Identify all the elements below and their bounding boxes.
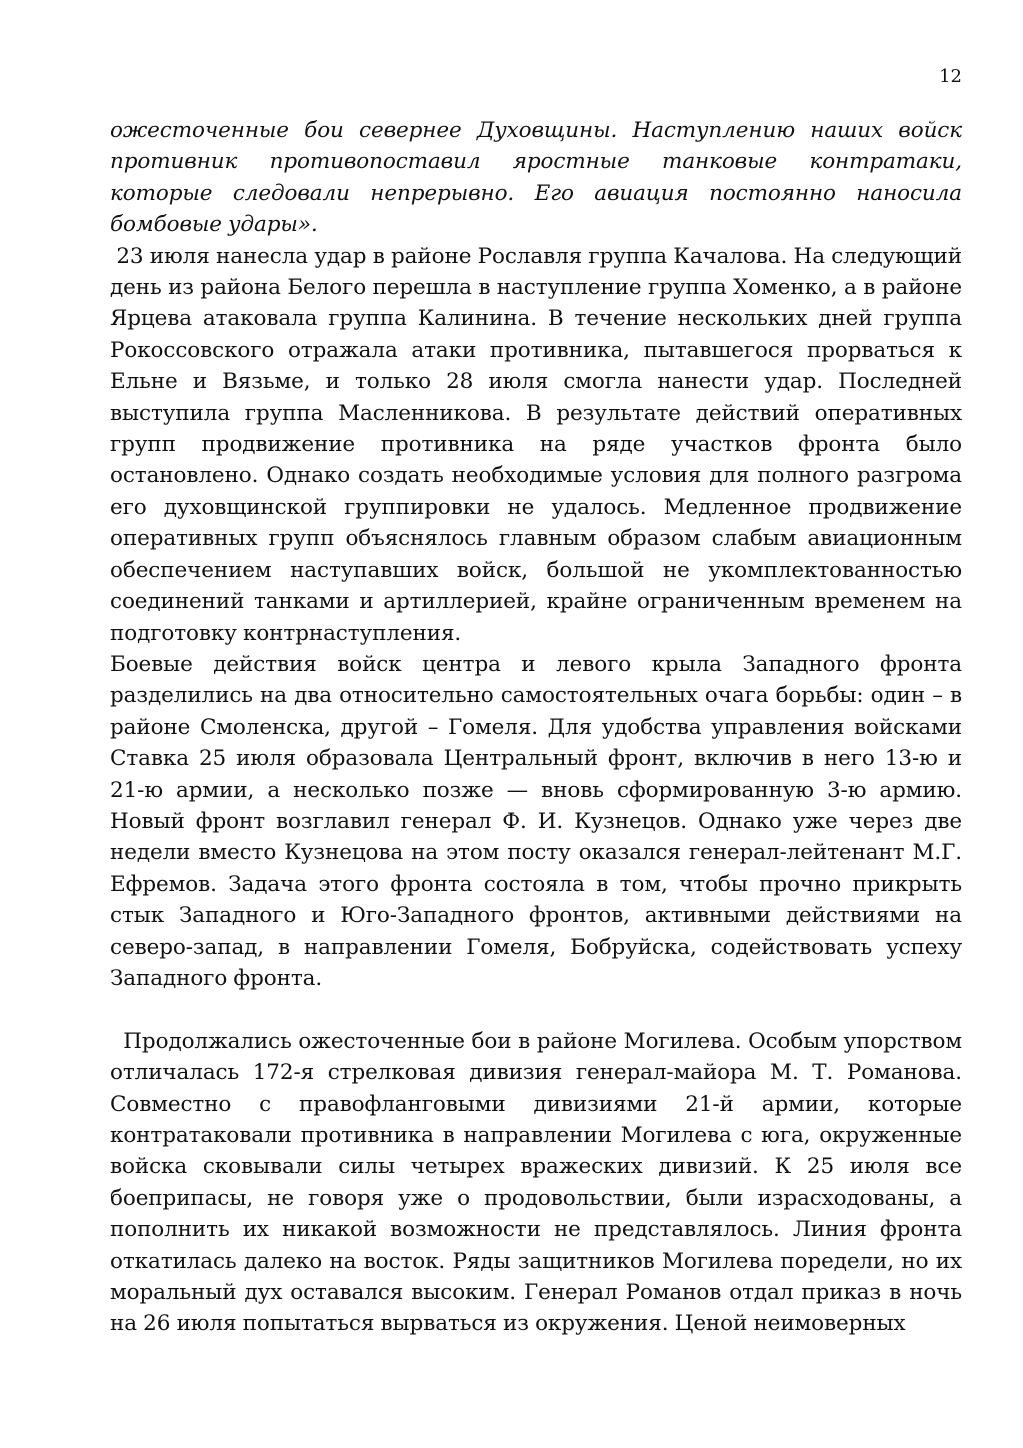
quote-paragraph: ожесточенные бои севернее Духовщины. Наступлению наших войск противник противопоставил яростные танковые контратаки, которые следовали непрерывно. Его авиация постоянно наносила бомбовые удары». — [110, 118, 962, 238]
body-paragraph: Боевые действия войск центра и левого крыла Западного фронта разделились на два относительно самостоятельных очага борьбы: один – в районе Смоленска, другой – Гомеля. Для удобства управления войсками Ставка 25 июля образовала Центральный фронт, включив в него 13-ю и 21-ю армии, а несколько позже — вновь сформированную 3-ю армию. Новый фронт возглавил генерал Ф. И. Кузнецов. Однако уже через две недели вместо Кузнецова на этом посту оказался генерал-лейтенант М.Г. Ефремов. Задача этого фронта состояла в том, чтобы прочно прикрыть стык Западного и Юго-Западного фронтов, активными действиями на северо-запад, в направлении Гомеля, Бобруйска, содействовать успеху Западного фронта. — [110, 651, 962, 991]
paragraph-gap — [110, 994, 962, 1025]
body-paragraph: 23 июля нанесла удар в районе Рославля группа Качалова. На следующий день из района Белого перешла в наступление группа Хоменко, а в районе Ярцева атаковала группа Калинина. В течение нескольких дней группа Рокоссовского отражала атаки противника, пытавшегося прорваться к Ельне и Вязьме, и только 28 июля смогла нанести удар. Последней выступила группа Масленникова. В результате действий оперативных групп продвижение противника на ряде участков фронта было остановлено. Однако создать необходимые условия для полного разгрома его духовщинской группировки не удалось. Медленное продвижение оперативных групп объяснялось главным образом слабым авиационным обеспечением наступавших войск, большой не укомплектованностью соединений танками и артиллерией, крайне ограниченным временем на подготовку контрнаступления. — [110, 243, 969, 646]
document-body — [110, 115, 969, 1340]
page-number: 12 — [939, 66, 962, 87]
body-paragraph: Продолжались ожесточенные бои в районе Могилева. Особым упорством отличалась 172-я стрелковая дивизия генерал-майора М. Т. Романова. Совместно с правофланговыми дивизиями 21-й армии, которые контратаковали противника в направлении Могилева с юга, окруженные войска сковывали силы четырех вражеских дивизий. К 25 июля все боеприпасы, не говоря уже о продовольствии, были израсходованы, а пополнить их никакой возможности не представлялось. Линия фронта откатилась далеко на восток. Ряды защитников Могилева поредели, но их моральный дух оставался высоким. Генерал Романов отдал приказ в ночь на 26 июля попытаться вырваться из окружения. Ценой неимоверных — [110, 1028, 969, 1337]
